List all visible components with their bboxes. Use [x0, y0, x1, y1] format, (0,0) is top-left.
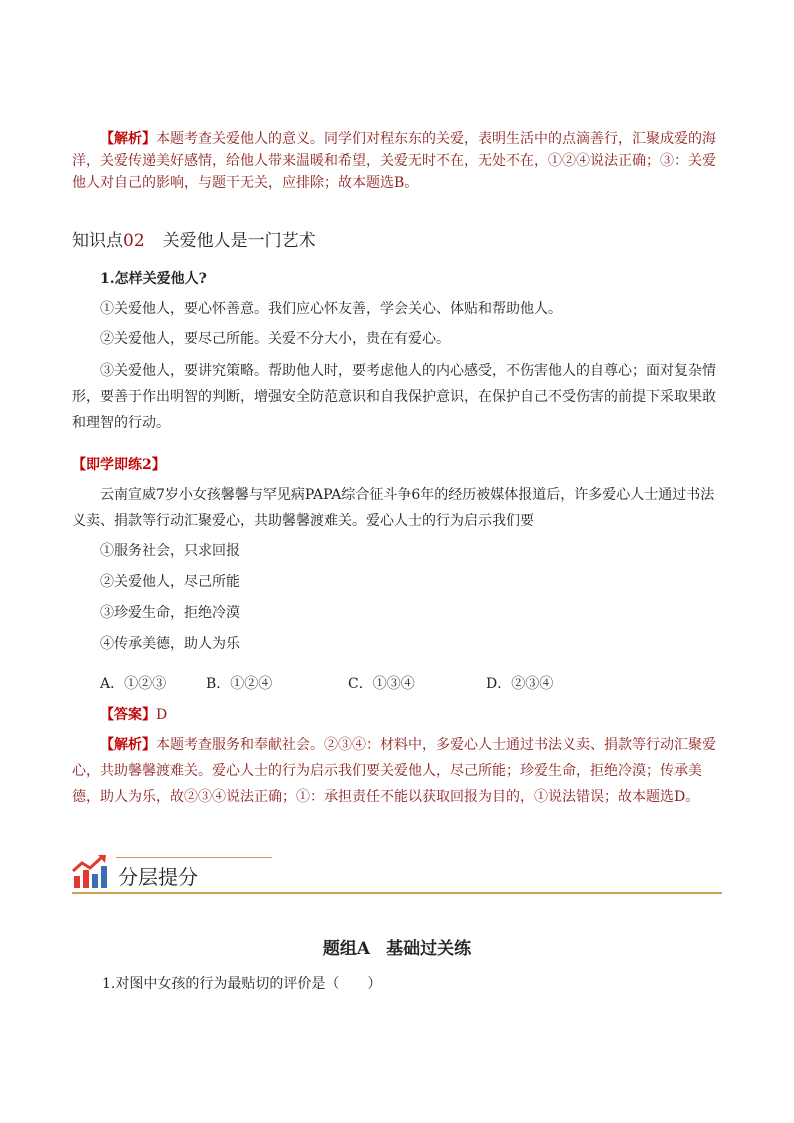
section-header: [72, 852, 722, 894]
knowledge-point-title: [72, 228, 316, 254]
practice-stem: 云南宣威7岁小女孩馨馨与罕见病PAPA综合征斗争6年的经历被媒体报道后，许多爱心人士通过书法义卖、捐款等行动汇聚爱心，共助馨馨渡难关。爱心人士的行为启示我们要: [72, 487, 715, 529]
kp-title-text: 关爱他人是一门艺术: [162, 231, 316, 251]
analysis-body: 本题考查关爱他人的意义。同学们对程东东的关爱，表明生活中的点滴善行，汇聚成爱的海洋，关爱传递美好感情，给他人带来温暖和希望，关爱无时不在，无处不在，①②④说法正确；③：关爱他人对自己的影响，与题干无关，应排除；故本题选B。: [72, 131, 716, 191]
statement-2: ②关爱他人，尽己所能: [100, 574, 240, 590]
kp-prefix: 知识点: [72, 231, 123, 251]
bar-chart-arrow-icon: [72, 854, 108, 890]
practice-analysis-body: 本题考查服务和奉献社会。②③④：材料中，多爱心人士通过书法义卖、捐款等行动汇聚爱心，共助馨馨渡难关。爱心人士的行为启示我们要关爱他人，尽己所能；珍爱生命，拒绝冷漠；传承美德，助人为乐，故②③④说法正确；①：承担责任不能以获取回报为目的，①说法错误；故本题选D。: [72, 737, 716, 805]
how-to-item-2: ②关爱他人，要尽己所能。关爱不分大小，贵在有爱心。: [100, 331, 450, 347]
option-d: D．②③④: [486, 676, 554, 692]
statement-4: ④传承美德，助人为乐: [100, 636, 240, 652]
group-title: [0, 934, 794, 959]
kp-number: 02: [123, 231, 145, 251]
option-b: B．①②④: [206, 676, 273, 692]
how-to-section: [72, 268, 722, 436]
section-rule: [72, 892, 722, 894]
answer-line: [72, 704, 722, 726]
answer-value: D: [156, 707, 168, 723]
answer-tag: 【答案】: [100, 707, 156, 723]
practice-tag: 【即学即练2】: [72, 457, 166, 473]
section-top-rule: [116, 857, 272, 858]
analysis-paragraph-1: [72, 128, 722, 194]
statement-3: ③珍爱生命，拒绝冷漠: [100, 605, 240, 621]
question-1: 1.对图中女孩的行为最贴切的评价是（ ）: [102, 976, 382, 992]
analysis-tag: 【解析】: [100, 131, 156, 147]
statement-1: ①服务社会，只求回报: [100, 543, 240, 559]
option-c: C．①③④: [348, 676, 415, 692]
analysis-text: [72, 128, 722, 194]
option-a: A．①②③: [100, 676, 167, 692]
practice-section: [72, 454, 722, 655]
how-to-item-1: ①关爱他人，要心怀善意。我们应心怀友善，学会关心、体贴和帮助他人。: [100, 301, 562, 317]
group-title-text: 基础过关练: [386, 939, 472, 959]
practice-analysis: [72, 732, 722, 810]
practice-analysis-tag: 【解析】: [100, 737, 156, 753]
group-label: 题组A: [322, 939, 371, 959]
how-to-item-3: ③关爱他人，要讲究策略。帮助他人时，要考虑他人的内心感受，不伤害他人的自尊心；面对复杂情形，要善于作出明智的判断，增强安全防范意识和自我保护意识，在保护自己不受伤害的前提下采取果敢和理智的行动。: [72, 363, 716, 431]
how-to-heading: 1.怎样关爱他人?: [100, 271, 207, 287]
section-title: 分层提分: [118, 865, 198, 889]
answer-section: [72, 704, 722, 810]
